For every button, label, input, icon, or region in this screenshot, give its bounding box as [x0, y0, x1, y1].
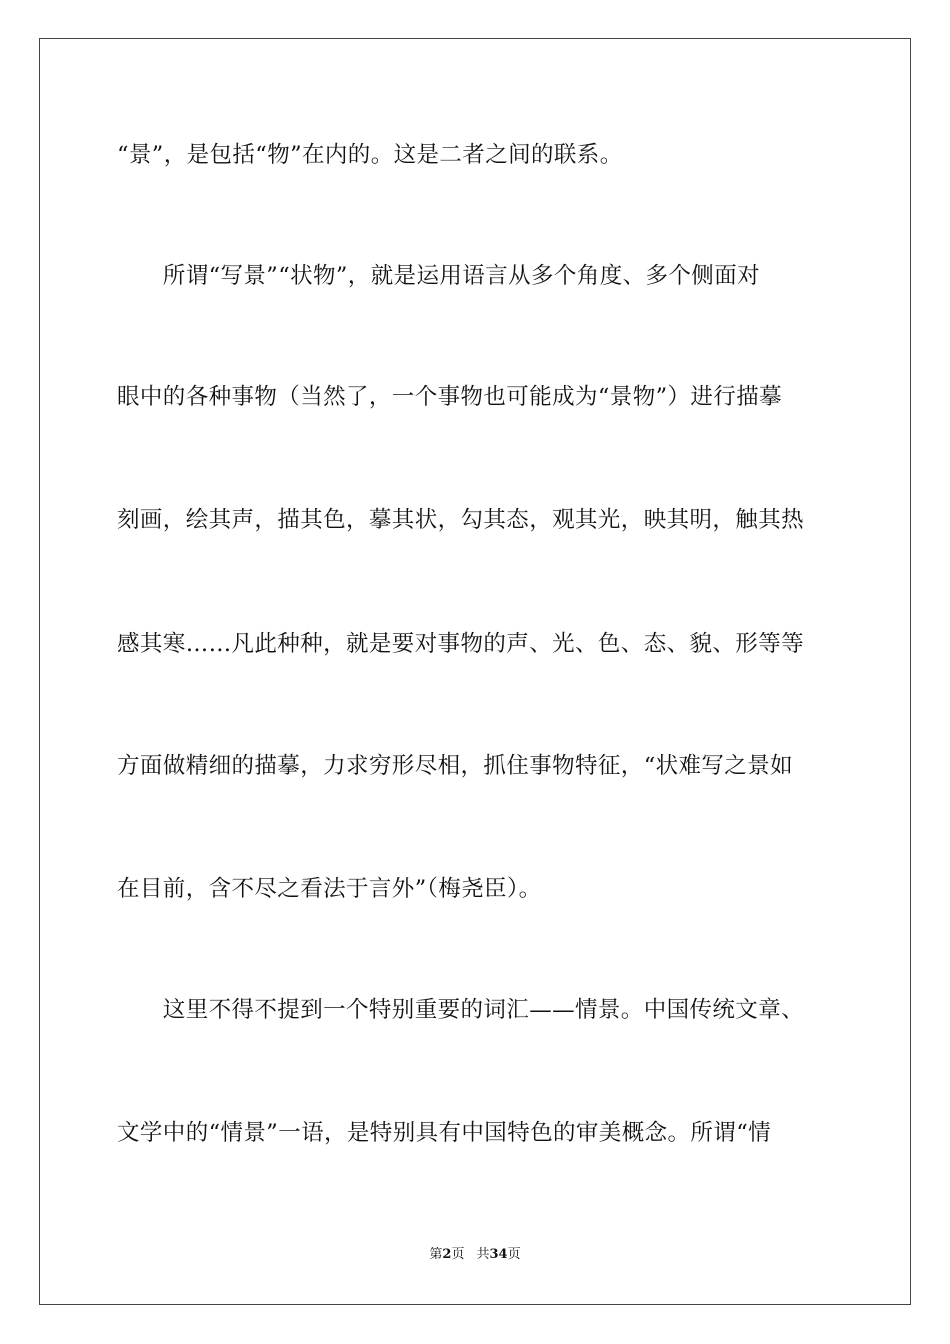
text-line: 文学中的“情景”一语，是特别具有中国特色的审美概念。所谓“情: [117, 1120, 772, 1146]
total-suffix: 页: [507, 1247, 521, 1262]
page-suffix: 页: [451, 1247, 465, 1262]
page-number: 2: [442, 1247, 452, 1262]
text-line: 在目前，含不尽之看法于言外”（梅尧臣）。: [117, 876, 542, 902]
text-line: 方面做精细的描摹，力求穷形尽相，抓住事物特征，“状难写之景如: [117, 753, 794, 779]
text-line: 所谓“写景”“状物”，就是运用语言从多个角度、多个侧面对: [117, 263, 761, 289]
page-prefix: 第: [429, 1247, 443, 1262]
text-line: 感其寒……凡此种种，就是要对事物的声、光、色、态、貌、形等等: [117, 631, 805, 657]
text-line: 刻画，绘其声，描其色，摹其状，勾其态，观其光，映其明，触其热: [117, 507, 805, 533]
total-pages: 34: [489, 1247, 508, 1262]
text-line: “景”，是包括“物”在内的。这是二者之间的联系。: [117, 142, 623, 168]
page-footer: [0, 1246, 950, 1264]
text-line: 眼中的各种事物（当然了，一个事物也可能成为“景物”）进行描摹: [117, 384, 783, 410]
text-line: 这里不得不提到一个特别重要的词汇——情景。中国传统文章、: [117, 997, 805, 1023]
total-prefix: 共: [476, 1247, 490, 1262]
page-border: [39, 38, 911, 1305]
